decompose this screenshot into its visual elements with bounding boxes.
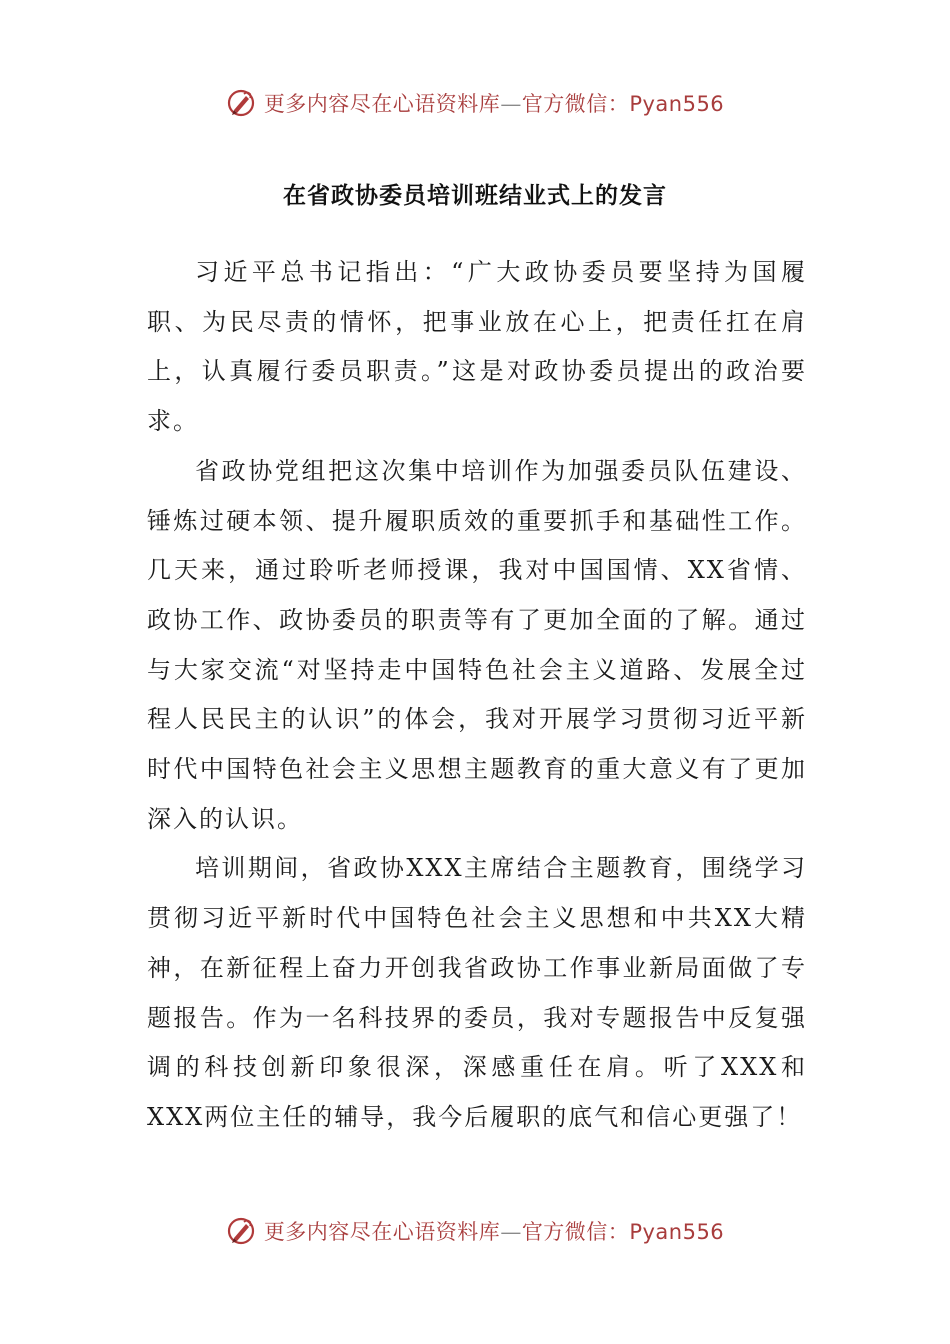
header-banner bbox=[0, 83, 950, 123]
body-paragraph-2: 省政协党组把这次集中培训作为加强委员队伍建设、锤炼过硬本领、提升履职质效的重要抓手和基础性工作。几天来，通过聆听老师授课，我对中国国情、XX省情、政协工作、政协委员的职责等有了更加全面的了解。通过与大家交流“对坚持走中国特色社会主义道路、发展全过程人民民主的认识”的体会，我对开展学习贯彻习近平新时代中国特色社会主义思想主题教育的重大意义有了更加深入的认识。 bbox=[147, 456, 807, 833]
header-banner-separator: — bbox=[500, 92, 522, 116]
footer-wechat-id: Pyan556 bbox=[629, 1220, 725, 1244]
document-title: 在省政协委员培训班结业式上的发言 bbox=[283, 183, 667, 209]
pen-logo-icon bbox=[226, 1216, 256, 1246]
footer-banner bbox=[0, 1211, 950, 1251]
body-paragraph-3: 培训期间，省政协XXX主席结合主题教育，围绕学习贯彻习近平新时代中国特色社会主义思想和中共XX大精神，在新征程上奋力开创我省政协工作事业新局面做了专题报告。作为一名科技界的委员，我对专题报告中反复强调的科技创新印象很深，深感重任在肩。听了XXX和XXX两位主任的辅导，我今后履职的底气和信心更强了！ bbox=[147, 854, 807, 1131]
body-paragraph-1: 习近平总书记指出：“广大政协委员要坚持为国履职、为民尽责的情怀，把事业放在心上，把责任扛在肩上，认真履行委员职责。”这是对政协委员提出的政治要求。 bbox=[147, 258, 807, 436]
footer-wechat-label: 官方微信： bbox=[521, 1220, 630, 1244]
header-banner-slogan: 更多内容尽在心语资料库 bbox=[263, 92, 501, 116]
footer-banner-separator: — bbox=[500, 1220, 522, 1244]
footer-banner-slogan: 更多内容尽在心语资料库 bbox=[263, 1220, 501, 1244]
header-wechat-label: 官方微信： bbox=[521, 92, 630, 116]
pen-logo-icon bbox=[226, 88, 256, 118]
header-banner-text bbox=[264, 88, 724, 118]
document-body bbox=[147, 248, 807, 1143]
footer-banner-text bbox=[264, 1216, 724, 1246]
footer-banner-content bbox=[226, 1216, 724, 1246]
header-banner-content bbox=[226, 88, 724, 118]
header-wechat-id: Pyan556 bbox=[629, 92, 725, 116]
